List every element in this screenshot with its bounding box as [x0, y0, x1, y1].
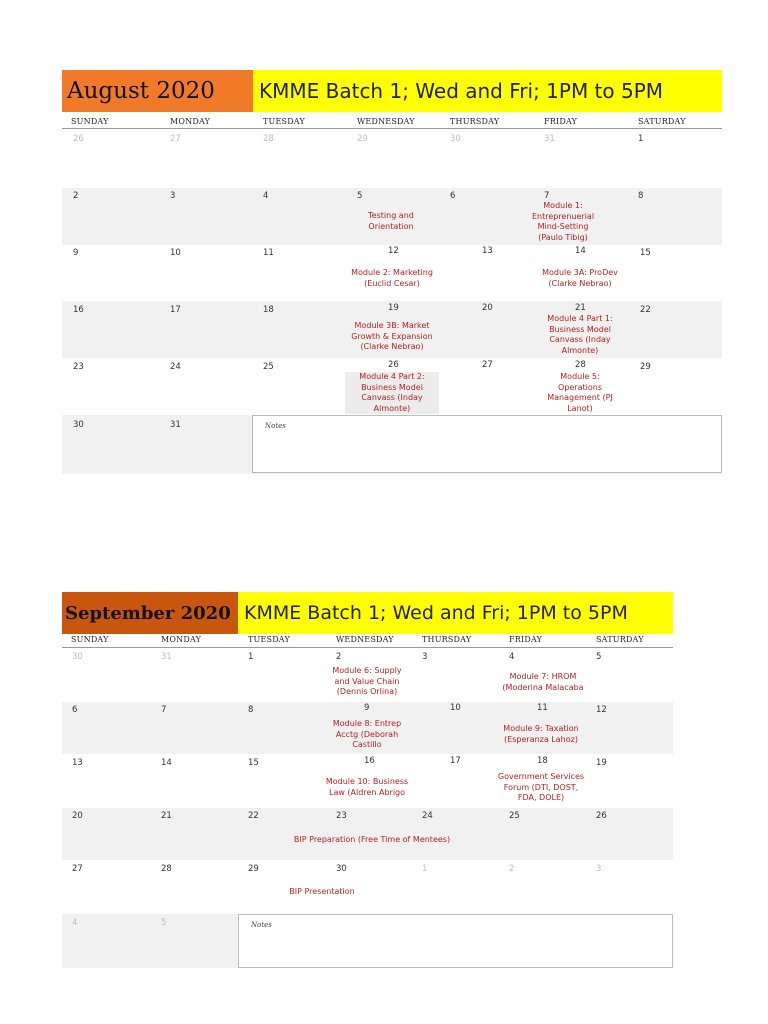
day-number: 8	[248, 705, 254, 715]
day-number: 10	[170, 248, 181, 258]
notes-label: Notes	[251, 921, 272, 929]
day-number: 13	[482, 246, 493, 256]
calendar-title: KMME Batch 1; Wed and Fri; 1PM to 5PM	[238, 592, 673, 634]
event-module-5: Module 5: Operations Management (PJ Lanot)	[547, 372, 613, 413]
day-number: 5	[357, 191, 363, 201]
day-number: 30	[73, 420, 84, 430]
day-number: 5	[161, 918, 167, 928]
day-number: 28	[263, 134, 274, 144]
day-number: 29	[640, 362, 651, 372]
event-module-4-part-2: Module 4 Part 2: Business Model Canvass (Inday Almonte)	[345, 372, 439, 414]
event-module-6: Module 6: Supply and Value Chain (Dennis Orlina)	[332, 666, 402, 696]
day-number: 24	[170, 362, 181, 372]
header-divider	[62, 647, 673, 648]
day-number: 27	[72, 864, 83, 874]
week-band	[62, 808, 673, 860]
event-module-10: Module 10: Business Law (Aldren Abrigo	[325, 777, 409, 797]
day-number: 2	[73, 191, 79, 201]
event-module-7: Module 7: HROM (Moderina Malacaba	[502, 672, 584, 692]
event-module-1: Module 1: Entreprenuerial Mind-Setting (Paulo Tibig)	[531, 201, 595, 242]
day-number: 11	[537, 703, 548, 713]
day-number: 2	[509, 864, 515, 874]
dow-tuesday: TUESDAY	[263, 117, 305, 126]
event-bip-presentation: BIP Presentation	[289, 887, 355, 896]
day-number: 28	[575, 360, 586, 370]
day-number: 16	[364, 756, 375, 766]
dow-wednesday: WEDNESDAY	[357, 117, 415, 126]
day-number: 12	[388, 246, 399, 256]
day-number: 26	[73, 134, 84, 144]
calendar-header	[62, 592, 673, 634]
event-testing-orientation: Testing and Orientation	[368, 211, 414, 231]
day-number: 4	[72, 918, 78, 928]
notes-box[interactable]	[238, 914, 673, 968]
day-number: 25	[509, 811, 520, 821]
day-number: 3	[596, 864, 602, 874]
day-number: 11	[263, 248, 274, 258]
day-number: 18	[263, 305, 274, 315]
day-number: 24	[422, 811, 433, 821]
day-number: 30	[450, 134, 461, 144]
day-number: 7	[161, 705, 167, 715]
dow-saturday: SATURDAY	[596, 635, 644, 644]
day-number: 22	[248, 811, 259, 821]
dow-wednesday: WEDNESDAY	[336, 635, 394, 644]
dow-friday: FRIDAY	[509, 635, 543, 644]
event-module-8: Module 8: Entrep Acctg (Deborah Castillo	[332, 719, 402, 749]
day-number: 1	[422, 864, 428, 874]
month-label: September 2020	[62, 592, 238, 634]
day-number: 23	[73, 362, 84, 372]
day-number: 2	[336, 652, 342, 662]
event-module-3a: Module 3A: ProDev (Clarke Nebrao)	[542, 268, 618, 288]
calendar-september	[62, 592, 673, 968]
event-government-services-forum: Government Services Forum (DTI, DOST, FDA, DOLE)	[497, 772, 585, 802]
day-number: 19	[596, 758, 607, 768]
day-number: 31	[161, 652, 172, 662]
day-number: 31	[170, 420, 181, 430]
day-number: 30	[72, 652, 83, 662]
day-number: 15	[640, 248, 651, 258]
day-number: 20	[482, 303, 493, 313]
day-number: 21	[161, 811, 172, 821]
day-number: 7	[544, 191, 550, 201]
dow-monday: MONDAY	[161, 635, 202, 644]
day-number: 1	[248, 652, 254, 662]
notes-label: Notes	[265, 422, 286, 430]
day-number: 25	[263, 362, 274, 372]
notes-box[interactable]	[252, 415, 722, 473]
dow-thursday: THURSDAY	[450, 117, 500, 126]
day-number: 21	[575, 303, 586, 313]
calendar-august	[62, 70, 722, 474]
day-number: 14	[161, 758, 172, 768]
day-number: 6	[72, 705, 78, 715]
day-number: 23	[336, 811, 347, 821]
calendar-header	[62, 70, 722, 112]
dow-sunday: SUNDAY	[71, 117, 109, 126]
day-number: 29	[357, 134, 368, 144]
event-module-3b: Module 3B: Market Growth & Expansion (Clarke Nebrao)	[351, 321, 433, 351]
calendar-title: KMME Batch 1; Wed and Fri; 1PM to 5PM	[253, 70, 722, 112]
dow-thursday: THURSDAY	[422, 635, 472, 644]
day-number: 4	[263, 191, 269, 201]
day-number: 5	[596, 652, 602, 662]
day-number: 9	[73, 248, 79, 258]
day-number: 1	[638, 134, 644, 144]
day-number: 27	[170, 134, 181, 144]
header-divider	[62, 128, 722, 129]
event-module-9: Module 9: Taxation (Esperanza Lahoz)	[503, 724, 579, 744]
dow-tuesday: TUESDAY	[248, 635, 290, 644]
day-number: 3	[422, 652, 428, 662]
day-number: 20	[72, 811, 83, 821]
day-number: 17	[450, 756, 461, 766]
event-module-4-part-1: Module 4 Part 1: Business Model Canvass (Inday Almonte)	[547, 314, 613, 355]
day-number: 19	[388, 303, 399, 313]
day-number: 12	[596, 705, 607, 715]
day-number: 31	[544, 134, 555, 144]
day-number: 4	[509, 652, 515, 662]
day-number: 29	[248, 864, 259, 874]
day-number: 26	[596, 811, 607, 821]
day-number: 14	[575, 246, 586, 256]
month-label: August 2020	[62, 70, 253, 112]
dow-monday: MONDAY	[170, 117, 211, 126]
day-number: 13	[72, 758, 83, 768]
day-number: 3	[170, 191, 176, 201]
day-number: 9	[364, 703, 370, 713]
event-bip-preparation: BIP Preparation (Free Time of Mentees)	[293, 835, 451, 844]
day-number: 6	[450, 191, 456, 201]
day-number: 18	[537, 756, 548, 766]
event-module-2: Module 2: Marketing (Euclid Cesar)	[351, 268, 433, 288]
day-number: 8	[638, 191, 644, 201]
day-number: 10	[450, 703, 461, 713]
day-number: 17	[170, 305, 181, 315]
day-number: 26	[388, 360, 399, 370]
dow-friday: FRIDAY	[544, 117, 578, 126]
dow-saturday: SATURDAY	[638, 117, 686, 126]
day-number: 22	[640, 305, 651, 315]
day-number: 28	[161, 864, 172, 874]
day-number: 16	[73, 305, 84, 315]
day-number: 30	[336, 864, 347, 874]
day-number: 15	[248, 758, 259, 768]
day-number: 27	[482, 360, 493, 370]
dow-sunday: SUNDAY	[71, 635, 109, 644]
